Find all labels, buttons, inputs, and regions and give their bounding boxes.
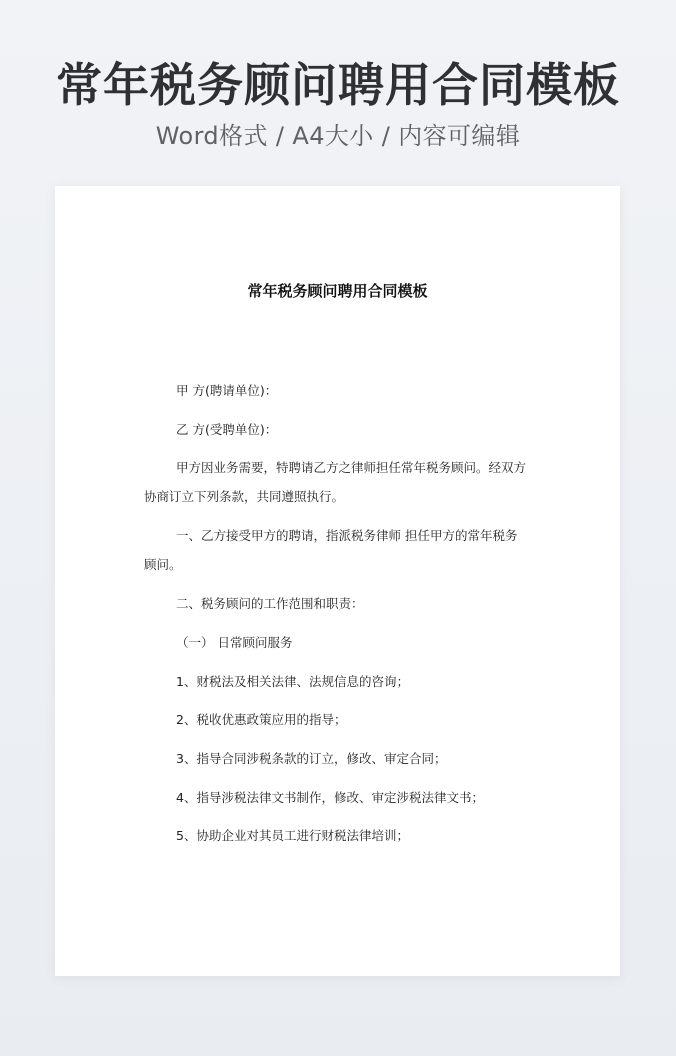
list-item: 2、税收优惠政策应用的指导； — [176, 712, 347, 727]
paragraph-line: 协商订立下列条款，共同遵照执行。 — [144, 489, 345, 504]
paragraph-line: 顾问。 — [144, 557, 182, 572]
list-item: 1、财税法及相关法律、法规信息的咨询； — [176, 674, 409, 689]
party-b-line: 乙 方(受聘单位)： — [176, 422, 278, 437]
banner-title: 常年税务顾问聘用合同模板 — [56, 58, 620, 112]
paragraph-line: 一、乙方接受甲方的聘请，指派税务律师 担任甲方的常年税务 — [176, 528, 518, 543]
document-title: 常年税务顾问聘用合同模板 — [247, 282, 428, 300]
paragraph-line: 甲方因业务需要，特聘请乙方之律师担任常年税务顾问。经双方 — [176, 460, 527, 475]
banner — [0, 58, 676, 150]
section-heading: 二、税务顾问的工作范围和职责： — [176, 596, 364, 611]
subsection-heading: （一） 日常顾问服务 — [176, 635, 293, 650]
banner-subtitle: Word格式 / A4大小 / 内容可编辑 — [155, 122, 521, 150]
list-item: 3、指导合同涉税条款的订立，修改、审定合同； — [176, 751, 447, 766]
list-item: 4、指导涉税法律文书制作，修改、审定涉税法律文书； — [176, 790, 484, 805]
document-page — [55, 186, 620, 976]
party-a-line: 甲 方(聘请单位)： — [176, 383, 278, 398]
list-item: 5、协助企业对其员工进行财税法律培训； — [176, 828, 409, 843]
